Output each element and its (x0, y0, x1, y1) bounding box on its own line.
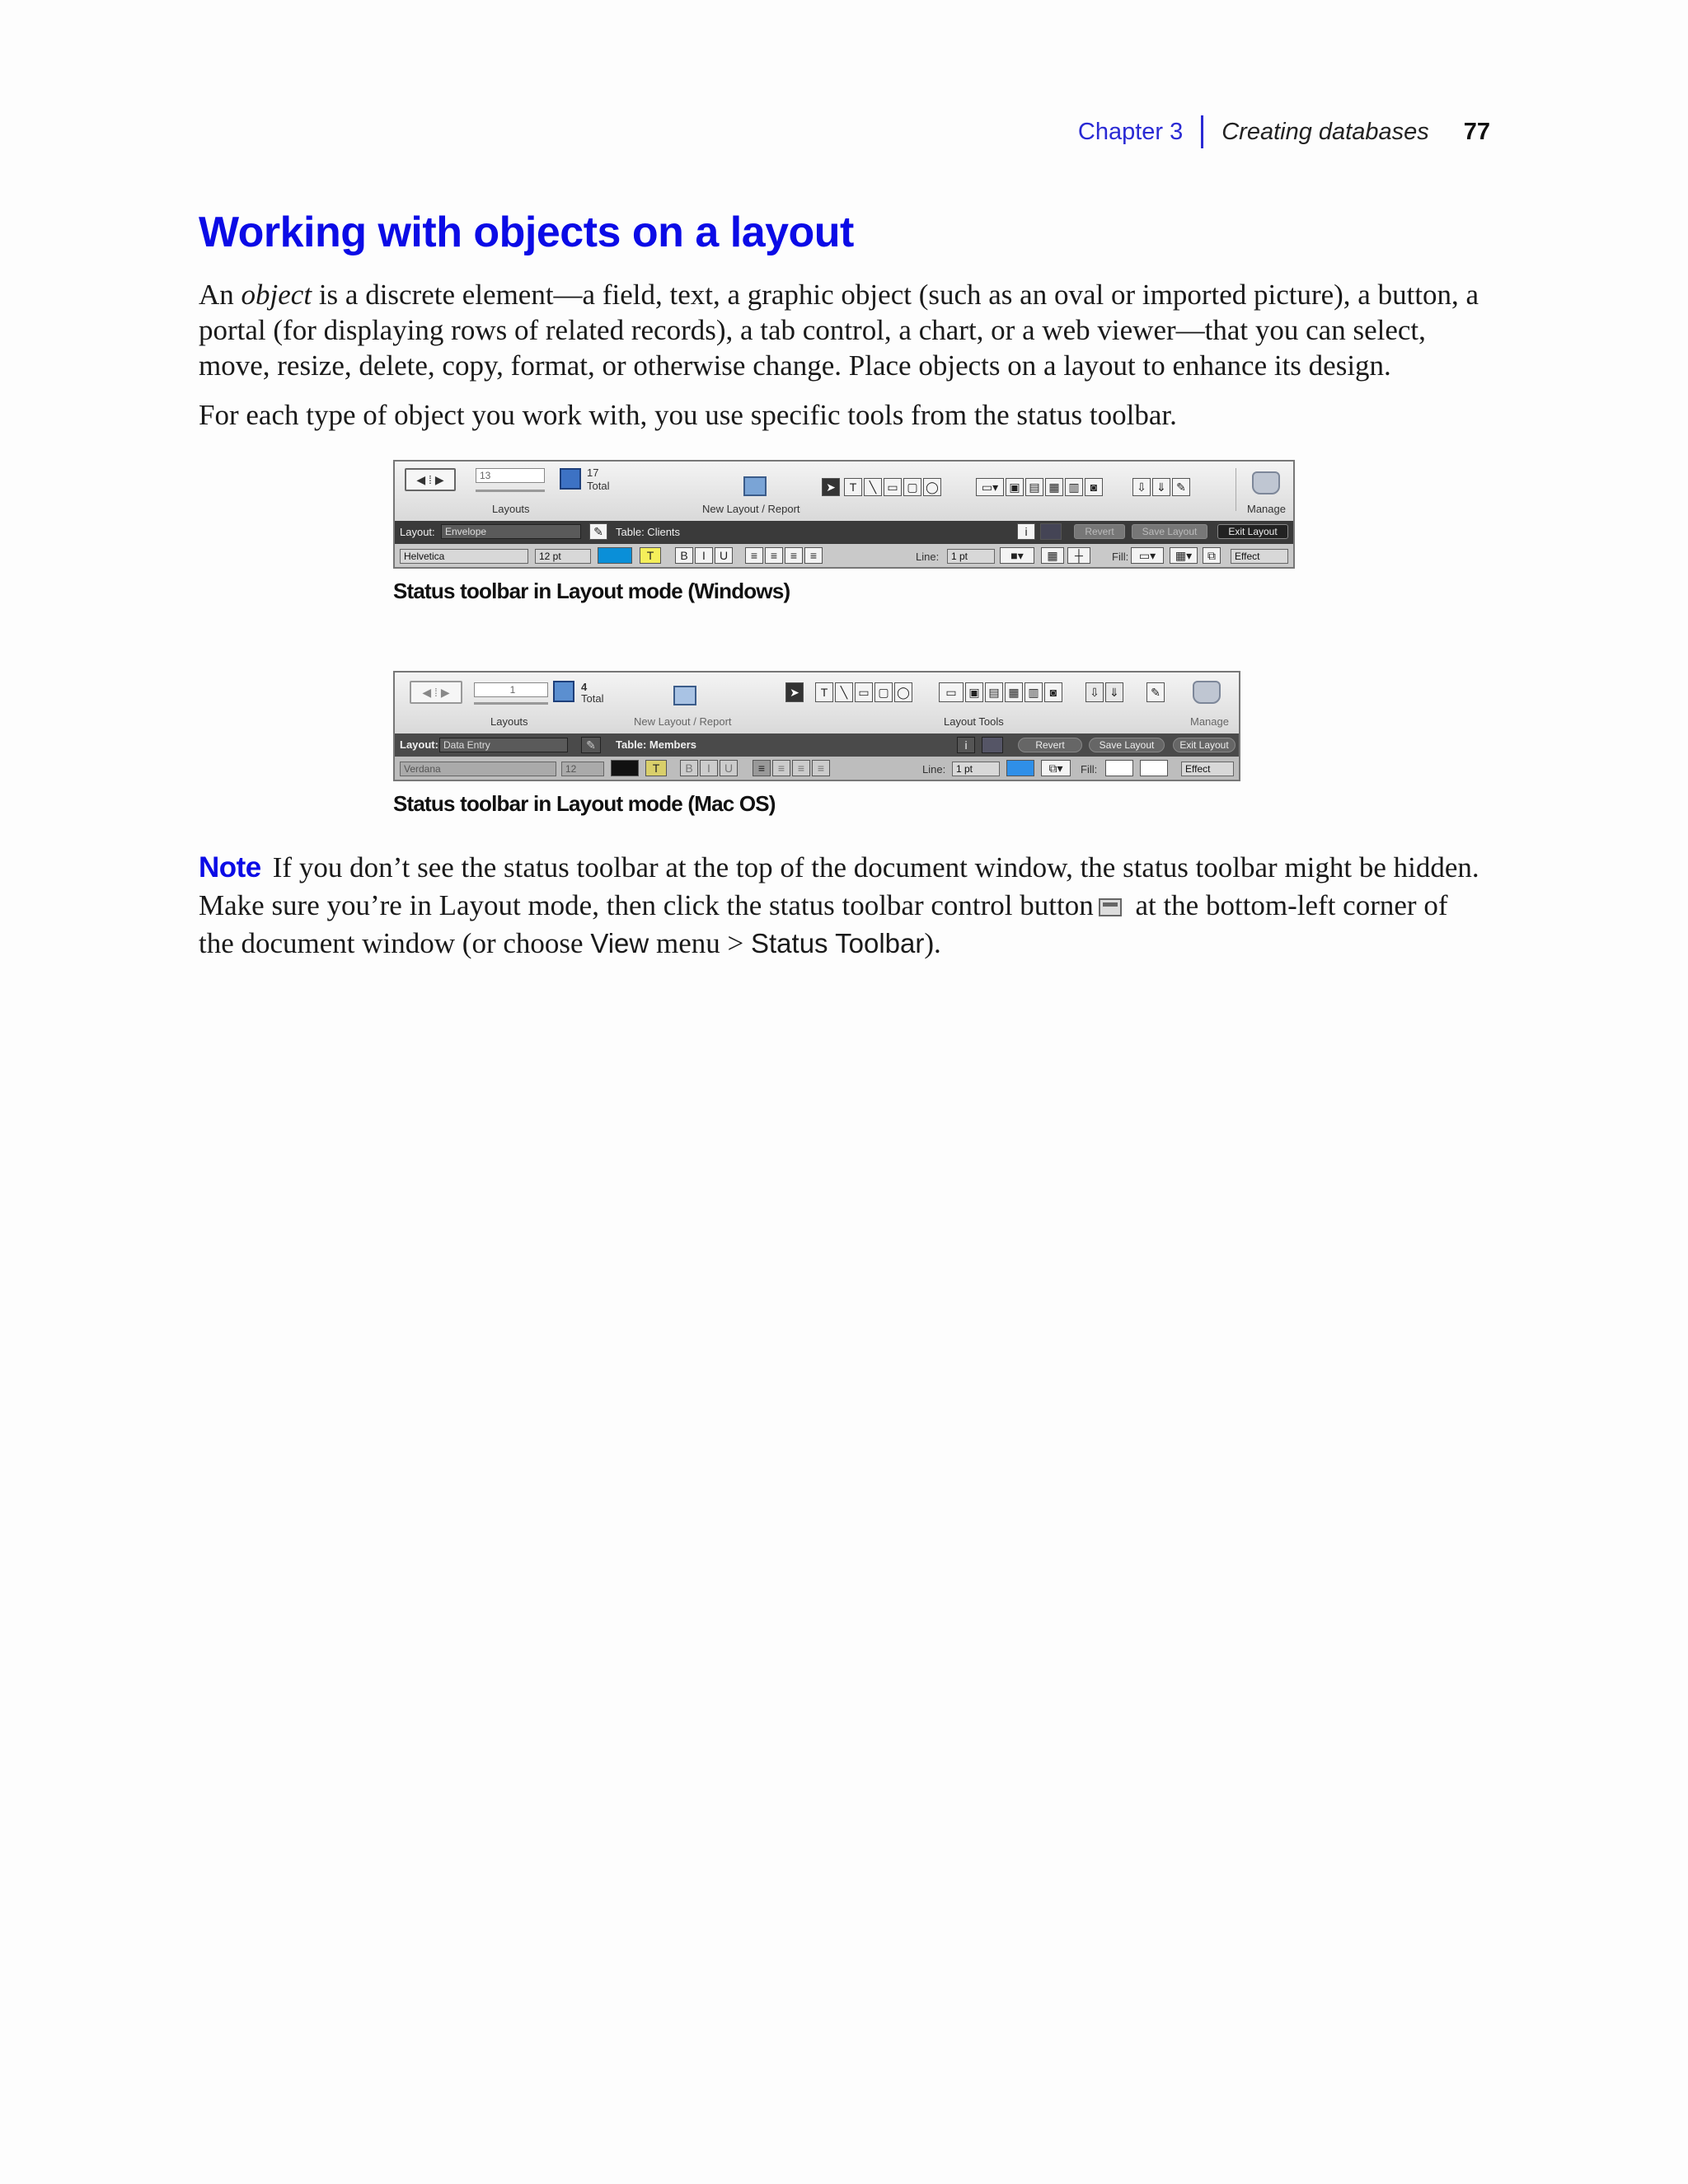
bold-icon-mac: B (680, 760, 698, 776)
view-menu-name: View (590, 928, 649, 958)
manage-icon (1252, 471, 1280, 494)
status-toolbar-menu-name: Status Toolbar (751, 928, 925, 958)
portal-tool-icon: ▦ (1045, 478, 1063, 496)
edit-layout-icon: ✎ (589, 523, 607, 540)
chart-tool-icon: ▥ (1065, 478, 1083, 496)
status-toolbar-windows-image (393, 460, 1295, 569)
record-slider (476, 490, 545, 492)
fill-color-icon: ▭▾ (1131, 547, 1164, 564)
line-width-dropdown-mac: 1 pt (952, 762, 1000, 776)
style-buttons (675, 547, 733, 564)
web-viewer-tool-icon: ◙ (1085, 478, 1103, 496)
style-buttons-mac (680, 760, 738, 776)
object-tools-group (976, 478, 1103, 496)
new-layout-label-mac: New Layout / Report (634, 715, 732, 728)
field-tool-icon-mac: ▭ (939, 682, 964, 702)
exit-layout-button: Exit Layout (1217, 524, 1288, 539)
record-number-field: 13 (476, 468, 545, 483)
save-layout-button: Save Layout (1132, 524, 1207, 539)
layouts-icon-mac (553, 681, 574, 702)
aa-icon (1040, 523, 1062, 540)
line-color-icon-mac (1006, 760, 1034, 776)
status-toolbar-control-icon (1099, 898, 1122, 916)
rectangle-tool-icon-mac: ▭ (855, 682, 873, 702)
layout-bar-mac (395, 733, 1239, 757)
note-text-3: menu > (649, 927, 751, 959)
chapter-label: Chapter 3 (1077, 118, 1184, 145)
line-pattern-icon-mac: ⧉▾ (1041, 760, 1071, 776)
drawing-tools-group (844, 478, 941, 496)
status-toolbar-mac-image (393, 671, 1240, 781)
total-label: Total (587, 480, 610, 492)
chapter-title: Creating databases (1221, 118, 1429, 145)
caption-mac: Status toolbar in Layout mode (Mac OS) (393, 791, 776, 816)
note-text-4: ). (924, 927, 941, 959)
align-buttons (745, 547, 823, 564)
line-tool-icon-mac: ╲ (835, 682, 853, 702)
note-text-1: If you don’t see the status toolbar at the top of the document window, the status toolbar might be hidden. Make sure you’re in Layout mode, then click the status toolbar control button (199, 851, 1479, 921)
effect-dropdown: Effect (1231, 549, 1288, 564)
layout-label: Layout: (400, 526, 435, 538)
layouts-icon (560, 468, 581, 490)
format-painter-icon: ✎ (1172, 478, 1190, 496)
chart-tool-icon-mac: ▥ (1025, 682, 1043, 702)
p1-post: is a discrete element—a field, text, a graphic object (such as an oval or imported picture), a button, a portal (for displaying rows of related records), a tab control, a chart, or a web viewer—that you can select, move, resize, delete, copy, format, or otherwise change. Place objects on a layout to enhance its design. (199, 279, 1479, 382)
justify-icon-mac: ≡ (812, 760, 830, 776)
effect-dropdown-mac: Effect (1181, 762, 1234, 776)
button-tool-icon-mac: ▣ (965, 682, 983, 702)
layouts-label: Layouts (492, 503, 530, 515)
field-tool-icon: ▭▾ (976, 478, 1004, 496)
align-center-icon: ≡ (765, 547, 783, 564)
fill-pattern-icon-mac (1140, 760, 1168, 776)
exit-layout-button-mac: Exit Layout (1173, 738, 1236, 752)
intro-paragraph (199, 277, 1489, 383)
layout-bar (395, 521, 1293, 544)
record-number-field-mac: 1 (474, 682, 548, 697)
highlight-icon-mac: T (645, 760, 667, 776)
line-label-mac: Line: (922, 763, 946, 776)
text-color-icon-mac (611, 760, 639, 776)
p1-emphasis: object (241, 279, 312, 311)
book-icon: ◀ ⁞ ▶ (405, 468, 456, 491)
manage-label-mac: Manage (1190, 715, 1229, 728)
format-tools-group (1132, 478, 1190, 496)
tab-control-tool-icon: ▤ (1025, 478, 1043, 496)
insert-field-icon: ⇓ (1152, 478, 1170, 496)
section-title: Working with objects on a layout (199, 209, 854, 256)
rounded-rect-tool-icon-mac: ▢ (874, 682, 893, 702)
revert-button: Revert (1074, 524, 1125, 539)
inspector-icon: i (1017, 523, 1035, 540)
revert-button-mac: Revert (1018, 738, 1082, 752)
note-label: Note (199, 851, 261, 883)
layout-label-mac: Layout: (400, 738, 438, 751)
note-text-2: at the bottom-left corner of the document window (or choose (199, 889, 1448, 959)
field-picker-icon: ⇩ (1132, 478, 1151, 496)
line-label: Line: (916, 551, 940, 563)
button-tool-icon: ▣ (1006, 478, 1024, 496)
header-divider (1201, 115, 1203, 148)
edit-layout-icon-mac: ✎ (581, 737, 601, 753)
page-number: 77 (1463, 118, 1490, 145)
p1-pre: An (199, 279, 241, 311)
insert-field-icon-mac: ⇓ (1105, 682, 1123, 702)
font-dropdown-mac: Verdana (400, 762, 556, 776)
layout-dropdown-mac: Data Entry (439, 738, 568, 752)
table-label: Table: Clients (616, 526, 681, 538)
toolbar-top-row-mac (395, 673, 1239, 733)
size-dropdown: 12 pt (535, 549, 591, 564)
format-bar-mac (395, 757, 1239, 780)
align-left-icon: ≡ (745, 547, 763, 564)
text-color-icon (598, 547, 632, 564)
bold-icon: B (675, 547, 693, 564)
save-layout-button-mac: Save Layout (1089, 738, 1165, 752)
oval-tool-icon: ◯ (923, 478, 941, 496)
layouts-label-mac: Layouts (490, 715, 528, 728)
web-viewer-tool-icon-mac: ◙ (1044, 682, 1062, 702)
line-width-dropdown: 1 pt (947, 549, 995, 564)
object-tools-group-mac (939, 682, 1062, 702)
inspector-icon-mac: i (957, 737, 975, 753)
italic-icon: I (695, 547, 713, 564)
rectangle-tool-icon: ▭ (884, 478, 902, 496)
italic-icon-mac: I (700, 760, 718, 776)
line-color-icon: ■▾ (1000, 547, 1034, 564)
fill-pattern-icon: ▦▾ (1170, 547, 1198, 564)
borders-icon: ┼ (1067, 547, 1090, 564)
text-tool-icon: T (844, 478, 862, 496)
total-label-mac: Total (581, 692, 604, 705)
highlight-icon: T (640, 547, 661, 564)
align-right-icon-mac: ≡ (792, 760, 810, 776)
pointer-tool-icon-mac: ➤ (785, 682, 804, 702)
layout-dropdown: Envelope (441, 524, 581, 539)
new-layout-label: New Layout / Report (702, 503, 800, 515)
manage-label: Manage (1247, 503, 1286, 515)
oval-tool-icon-mac: ◯ (894, 682, 912, 702)
layout-tools-label: Layout Tools (944, 715, 1004, 728)
portal-tool-icon-mac: ▦ (1005, 682, 1023, 702)
field-picker-icon-mac: ⇩ (1085, 682, 1104, 702)
format-painter-icon-mac: ✎ (1146, 682, 1165, 702)
size-dropdown-mac: 12 (561, 762, 604, 776)
fill-label-mac: Fill: (1081, 763, 1098, 776)
tools-paragraph: For each type of object you work with, you use specific tools from the status toolbar. (199, 399, 1177, 431)
manage-icon-mac (1193, 681, 1221, 704)
justify-icon: ≡ (804, 547, 823, 564)
book-icon-mac: ◀ ⁞ ▶ (410, 681, 462, 704)
underline-icon: U (715, 547, 733, 564)
fill-effect-icon: ⧉ (1203, 547, 1221, 564)
record-slider-mac (474, 702, 548, 705)
new-layout-icon (743, 476, 767, 496)
running-header (1078, 115, 1490, 148)
underline-icon-mac: U (720, 760, 738, 776)
total-count-mac: 4 (581, 681, 588, 693)
total-count: 17 (587, 466, 599, 479)
align-center-icon-mac: ≡ (772, 760, 790, 776)
align-right-icon: ≡ (785, 547, 803, 564)
drawing-tools-group-mac (815, 682, 912, 702)
format-bar (395, 544, 1293, 567)
table-label-mac: Table: Members (616, 738, 697, 751)
align-buttons-mac (753, 760, 830, 776)
align-left-icon-mac: ≡ (753, 760, 771, 776)
note-paragraph (199, 849, 1489, 963)
new-layout-icon-mac (673, 686, 696, 705)
caption-windows: Status toolbar in Layout mode (Windows) (393, 579, 790, 603)
pointer-tool-icon: ➤ (822, 478, 840, 496)
fill-label: Fill: (1112, 551, 1129, 563)
font-dropdown: Helvetica (400, 549, 528, 564)
line-tool-icon: ╲ (864, 478, 882, 496)
format-tools-group-mac (1085, 682, 1123, 702)
tab-control-tool-icon-mac: ▤ (985, 682, 1003, 702)
toolbar-top-row (395, 462, 1293, 521)
aa-icon-mac (982, 737, 1003, 753)
text-tool-icon-mac: T (815, 682, 833, 702)
fill-color-icon-mac (1105, 760, 1133, 776)
line-pattern-icon: ▦ (1041, 547, 1064, 564)
rounded-rect-tool-icon: ▢ (903, 478, 921, 496)
